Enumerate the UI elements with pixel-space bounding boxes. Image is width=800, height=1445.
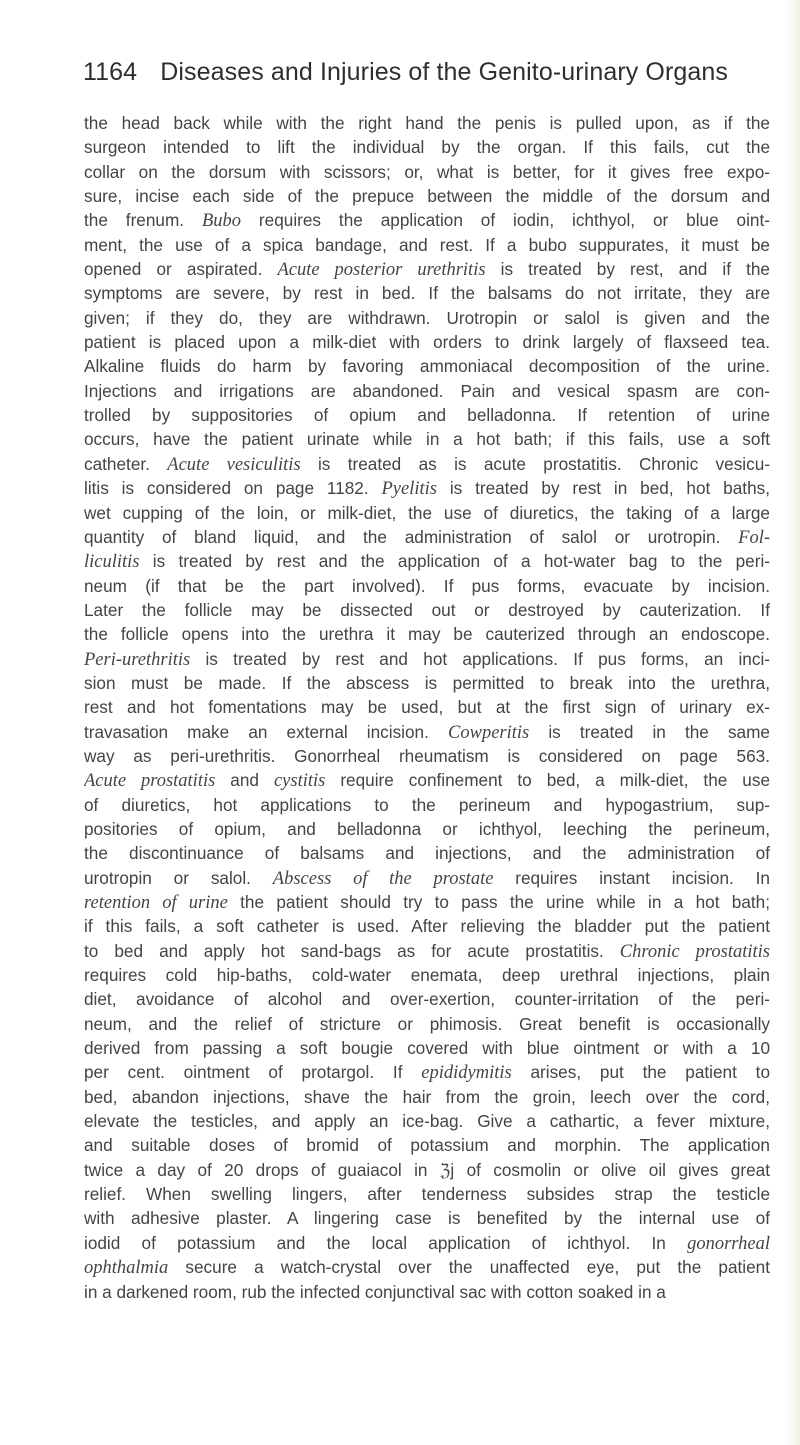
italic-term: Acute prostatitis (84, 771, 216, 792)
text-run: is treated as is acute prostatitis. Chronic vesicu- (300, 453, 770, 474)
text-line (84, 379, 770, 403)
italic-term: Pyelitis (381, 479, 437, 500)
running-header (83, 58, 728, 87)
text-line (84, 111, 770, 135)
text-run: neum (if that be the part involved). If pus forms, evacuate by incision. (84, 575, 770, 596)
text-line (84, 793, 770, 817)
page-edge-shadow (786, 0, 800, 1445)
text-line (84, 501, 770, 525)
text-line (84, 695, 770, 719)
text-line (84, 1158, 770, 1182)
text-line (84, 184, 770, 208)
text-run: arises, put the patient to (511, 1062, 770, 1083)
text-run: requires instant incision. In (493, 867, 770, 888)
text-line (84, 549, 770, 573)
text-line (84, 647, 770, 671)
text-run: requires the application of iodin, ichthyol, or blue oint- (241, 210, 770, 231)
italic-term: ophthalmia (84, 1258, 169, 1279)
text-run: urotropin or salol. (84, 867, 273, 888)
text-run: symptoms are severe, by rest in bed. If the balsams do not irritate, they are (84, 283, 770, 304)
text-run: quantity of bland liquid, and the administration of salol or urotropin. (84, 526, 739, 547)
text-run: patient is placed upon a milk-diet with orders to drink largely of flaxseed tea. (84, 332, 770, 353)
running-title: Diseases and Injuries of the Genito-urinary Organs (160, 58, 728, 86)
italic-term: liculitis (84, 552, 140, 573)
text-line (84, 574, 770, 598)
italic-term: Fol- (738, 527, 770, 548)
text-run: and (215, 770, 274, 791)
text-run: elevate the testicles, and apply an ice-bag. Give a cathartic, a fever mixture, (84, 1111, 770, 1132)
text-run: per cent. ointment of protargol. If (84, 1062, 422, 1083)
text-line (84, 281, 770, 305)
text-line (84, 476, 770, 500)
text-run: bed, abandon injections, shave the hair from the groin, leech over the cord, (84, 1086, 770, 1107)
text-run: in a darkened room, rub the infected conjunctival sac with cotton soaked in a (84, 1281, 666, 1302)
text-line (84, 1085, 770, 1109)
text-run: with adhesive plaster. A lingering case is benefited by the internal use of (84, 1208, 770, 1229)
text-run: given; if they do, they are withdrawn. Urotropin or salol is given and the (84, 307, 770, 328)
text-line (84, 160, 770, 184)
italic-term: gonorrheal (687, 1233, 770, 1254)
text-line (84, 525, 770, 549)
text-line (84, 841, 770, 865)
text-run: requires cold hip-baths, cold-water enemata, deep urethral injections, plain (84, 965, 770, 986)
text-run: sure, incise each side of the prepuce between the middle of the dorsum and (84, 186, 770, 207)
italic-term: Acute posterior urethritis (277, 260, 486, 281)
text-run: is treated by rest, and if the (485, 259, 770, 280)
text-run: Injections and irrigations are abandoned. Pain and vesical spasm are con- (84, 380, 770, 401)
italic-term: Bubo (201, 211, 242, 232)
text-line (84, 452, 770, 476)
text-line (84, 890, 770, 914)
text-line (84, 1012, 770, 1036)
text-run: Later the follicle may be dissected out or destroyed by cauterization. If (84, 599, 770, 620)
text-line (84, 1133, 770, 1157)
text-run: the frenum. (84, 210, 202, 231)
text-run: iodid of potassium and the local application of ichthyol. In (84, 1232, 688, 1253)
text-run: trolled by suppositories of opium and belladonna. If retention of urine (84, 405, 770, 426)
text-run: travasation make an external incision. (84, 721, 449, 742)
text-run: occurs, have the patient urinate while in a hot bath; if this fails, use a soft (84, 429, 770, 450)
italic-term: cystitis (273, 771, 326, 792)
text-run: rest and hot fomentations may be used, but at the first sign of urinary ex- (84, 697, 770, 718)
text-line (84, 914, 770, 938)
text-line (84, 1036, 770, 1060)
text-line (84, 768, 770, 792)
text-run: wet cupping of the loin, or milk-diet, the use of diuretics, the taking of a large (84, 502, 770, 523)
text-run: the patient should try to pass the urine while in a hot bath; (227, 892, 770, 912)
text-line (84, 963, 770, 987)
text-line (84, 1255, 770, 1279)
text-run: twice a day of 20 drops of guaiacol in ℨj of cosmolin or olive oil gives great (84, 1159, 770, 1180)
text-line (84, 866, 770, 890)
italic-term: Cowperitis (448, 722, 530, 743)
text-line (84, 622, 770, 646)
text-line (84, 330, 770, 354)
body-paragraph (84, 111, 770, 1304)
text-line (84, 1182, 770, 1206)
text-run: surgeon intended to lift the individual by the organ. If this fails, cut the (84, 137, 770, 158)
text-line (84, 1280, 770, 1304)
page-number: 1164 (83, 58, 138, 86)
text-line (84, 257, 770, 281)
text-run: Alkaline fluids do harm by favoring ammoniacal decomposition of the urine. (84, 356, 770, 377)
text-line (84, 598, 770, 622)
text-run: is treated by rest in bed, hot baths, (436, 478, 770, 499)
text-run: secure a watch-crystal over the unaffected eye, put the patient (168, 1257, 770, 1278)
text-line (84, 135, 770, 159)
text-line (84, 1060, 770, 1084)
italic-term: Chronic prostatitis (619, 941, 770, 962)
text-run: diet, avoidance of alcohol and over-exertion, counter-irritation of the peri- (84, 989, 770, 1010)
text-line (84, 427, 770, 451)
text-line (84, 208, 770, 232)
text-run: derived from passing a soft bougie covered with blue ointment or with a 10 (84, 1038, 770, 1059)
text-run: positories of opium, and belladonna or ichthyol, leeching the perineum, (84, 818, 770, 839)
text-line (84, 744, 770, 768)
text-run: of diuretics, hot applications to the perineum and hypogastrium, sup- (84, 794, 770, 815)
text-line (84, 817, 770, 841)
text-run: opened or aspirated. (84, 259, 278, 280)
text-line (84, 306, 770, 330)
text-line (84, 1109, 770, 1133)
text-run: ment, the use of a spica bandage, and rest. If a bubo suppurates, it must be (84, 234, 770, 255)
text-run: the follicle opens into the urethra it may be cauterized through an endoscope. (84, 624, 770, 645)
text-line (84, 720, 770, 744)
text-line (84, 354, 770, 378)
text-run: sion must be made. If the abscess is permitted to break into the urethra, (84, 672, 770, 693)
text-run: require confinement to bed, a milk-diet, the use (325, 770, 770, 791)
text-run: the discontinuance of balsams and injections, and the administration of (84, 843, 770, 864)
text-run: if this fails, a soft catheter is used. After relieving the bladder put the patient (84, 916, 770, 937)
text-run: the head back while with the right hand the penis is pulled upon, as if the (84, 113, 770, 133)
text-line (84, 987, 770, 1011)
italic-term: retention of urine (84, 893, 228, 913)
text-run: relief. When swelling lingers, after tenderness subsides strap the testicle (84, 1184, 770, 1205)
text-run: is treated in the same (529, 721, 770, 742)
text-run: is treated by rest and hot applications. If pus forms, an inci- (190, 648, 770, 669)
text-run: neum, and the relief of stricture or phimosis. Great benefit is occasionally (84, 1013, 770, 1034)
text-run: to bed and apply hot sand-bags as for acute prostatitis. (84, 940, 620, 961)
text-line (84, 1206, 770, 1230)
italic-term: Abscess of the prostate (272, 868, 494, 889)
text-line (84, 1231, 770, 1255)
text-line (84, 233, 770, 257)
text-run: way as peri-urethritis. Gonorrheal rheumatism is considered on page 563. (84, 745, 770, 766)
text-run: litis is considered on page 1182. (84, 478, 382, 499)
text-run: and suitable doses of bromid of potassium and morphin. The application (84, 1135, 770, 1156)
text-line (84, 403, 770, 427)
text-line (84, 671, 770, 695)
text-run: collar on the dorsum with scissors; or, what is better, for it gives free expo- (84, 161, 770, 182)
italic-term: Acute vesiculitis (167, 454, 301, 475)
italic-term: epididymitis (421, 1063, 512, 1084)
italic-term: Peri-urethritis (84, 649, 191, 670)
text-run: catheter. (84, 453, 168, 474)
text-run: is treated by rest and the application of a hot-water bag to the peri- (139, 551, 770, 572)
text-line (84, 939, 770, 963)
